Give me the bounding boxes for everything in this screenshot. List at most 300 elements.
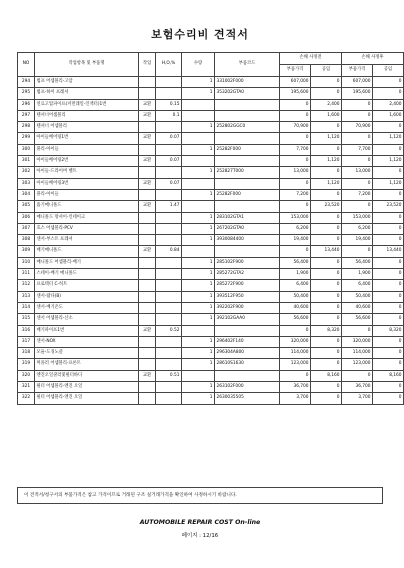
- work-type: [139, 77, 156, 88]
- qty: 1: [182, 212, 215, 223]
- row-no: 294: [18, 77, 35, 88]
- labor-after: 0: [373, 348, 404, 359]
- qty: 1: [182, 382, 215, 393]
- item-name: 범프-하이 프레셔: [35, 88, 139, 99]
- header-labor-before: 공임: [311, 65, 342, 77]
- part-price-before: 36,700: [280, 382, 311, 393]
- ho-value: 0.1: [156, 110, 182, 121]
- header-part-price-before: 부품가격: [280, 65, 311, 77]
- part-code: 263102F000: [215, 382, 280, 393]
- item-name: 호스 어셈블리-PCV: [35, 223, 139, 234]
- labor-after: 0: [373, 393, 404, 404]
- table-row: [18, 99, 404, 110]
- ho-value: 0.84: [156, 246, 182, 257]
- part-price-after: 0: [342, 156, 373, 167]
- row-no: 299: [18, 133, 35, 144]
- part-price-before: 0: [280, 133, 311, 144]
- work-type: [139, 393, 156, 404]
- page-number: 페이지 : 12/16: [181, 533, 219, 539]
- table-row: [18, 336, 404, 347]
- labor-after: 2,400: [373, 99, 404, 110]
- labor-before: 1,120: [311, 178, 342, 189]
- ho-value: [156, 336, 182, 347]
- row-no: 317: [18, 336, 35, 347]
- table-row: [18, 314, 404, 325]
- work-type: [139, 235, 156, 246]
- part-price-before: 50,400: [280, 291, 311, 302]
- row-no: 304: [18, 189, 35, 200]
- table-row: [18, 257, 404, 268]
- labor-before: 1,120: [311, 133, 342, 144]
- part-code: 353202GTA0: [215, 88, 280, 99]
- table-row: [18, 77, 404, 88]
- part-price-after: 40,600: [342, 302, 373, 313]
- part-price-after: 320,000: [342, 336, 373, 347]
- labor-after: 0: [373, 257, 404, 268]
- part-price-after: 0: [342, 110, 373, 121]
- labor-before: 0: [311, 359, 342, 370]
- row-no: 319: [18, 359, 35, 370]
- qty: [182, 110, 215, 121]
- labor-after: 8,320: [373, 325, 404, 336]
- qty: 1: [182, 88, 215, 99]
- item-name: 매니폴드 어셈블리-배기: [35, 257, 139, 268]
- labor-before: 1,120: [311, 156, 342, 167]
- labor-before: 0: [311, 235, 342, 246]
- part-price-before: 19,400: [280, 235, 311, 246]
- qty: 1: [182, 359, 215, 370]
- part-price-after: 1,900: [342, 269, 373, 280]
- row-no: 307: [18, 223, 35, 234]
- header-no: NO: [18, 53, 35, 77]
- item-name: 센서-NOX: [35, 336, 139, 347]
- ho-value: [156, 269, 182, 280]
- labor-before: 0: [311, 291, 342, 302]
- qty: [182, 370, 215, 381]
- row-no: 322: [18, 393, 35, 404]
- header-after-assessment: 손해 사정후: [342, 53, 404, 65]
- labor-before: 0: [311, 122, 342, 133]
- ho-value: 0.07: [156, 178, 182, 189]
- qty: 1: [182, 269, 215, 280]
- qty: 1: [182, 314, 215, 325]
- labor-before: 0: [311, 189, 342, 200]
- part-price-after: 607,000: [342, 77, 373, 88]
- qty: 1: [182, 235, 215, 246]
- item-name: 모듈-도징노즐: [35, 348, 139, 359]
- part-price-before: 123,000: [280, 359, 311, 370]
- ho-value: [156, 280, 182, 291]
- item-name: 아이들-드라이버 벨트: [35, 167, 139, 178]
- row-no: 306: [18, 212, 35, 223]
- table-row: [18, 201, 404, 212]
- qty: 1: [182, 348, 215, 359]
- qty: 1: [182, 393, 215, 404]
- header-ho: H,O,%: [156, 53, 182, 77]
- table-row: [18, 156, 404, 167]
- part-price-before: 0: [280, 178, 311, 189]
- labor-after: 0: [373, 223, 404, 234]
- work-type: [139, 167, 156, 178]
- item-name: 매니폴드 망셔이-인테이크: [35, 212, 139, 223]
- item-name: 연료고압파이프(커먼레일-인젝터)1번: [35, 99, 139, 110]
- part-price-after: 195,600: [342, 88, 373, 99]
- part-price-after: 0: [342, 178, 373, 189]
- labor-after: 0: [373, 144, 404, 155]
- ho-value: 0.52: [156, 325, 182, 336]
- table-row: [18, 144, 404, 155]
- table-row: [18, 302, 404, 313]
- item-name: 센서-배기온도: [35, 302, 139, 313]
- part-price-before: 607,000: [280, 77, 311, 88]
- labor-after: 23,520: [373, 201, 404, 212]
- labor-before: 0: [311, 382, 342, 393]
- footer-brand: AUTOMOBILE REPAIR COST On-line: [139, 519, 261, 526]
- part-code: 283102GTA1: [215, 212, 280, 223]
- labor-after: 0: [373, 280, 404, 291]
- item-name: 배기매니폴드: [35, 246, 139, 257]
- labor-after: 0: [373, 382, 404, 393]
- labor-after: 0: [373, 359, 404, 370]
- part-price-before: 1,900: [280, 269, 311, 280]
- part-price-before: 0: [280, 156, 311, 167]
- labor-after: 1,120: [373, 133, 404, 144]
- labor-after: 0: [373, 212, 404, 223]
- part-price-before: 320,000: [280, 336, 311, 347]
- labor-after: 0: [373, 167, 404, 178]
- qty: 1: [182, 223, 215, 234]
- table-row: [18, 212, 404, 223]
- part-price-after: 70,900: [342, 122, 373, 133]
- labor-before: 0: [311, 167, 342, 178]
- table-row: [18, 133, 404, 144]
- labor-before: 0: [311, 302, 342, 313]
- part-price-before: 0: [280, 325, 311, 336]
- ho-value: [156, 144, 182, 155]
- part-price-after: 6,200: [342, 223, 373, 234]
- ho-value: [156, 77, 182, 88]
- labor-after: 1,120: [373, 156, 404, 167]
- item-name: 텐셔너 어셈블리: [35, 122, 139, 133]
- part-price-before: 56,600: [280, 314, 311, 325]
- part-price-after: 7,200: [342, 189, 373, 200]
- labor-before: 0: [311, 280, 342, 291]
- row-no: 312: [18, 280, 35, 291]
- labor-after: 13,440: [373, 246, 404, 257]
- item-name: 프로텍터 C-히트: [35, 280, 139, 291]
- header-part-price-after: 부품가격: [342, 65, 373, 77]
- part-price-after: 56,400: [342, 257, 373, 268]
- qty: [182, 201, 215, 212]
- part-code: 296402F140: [215, 336, 280, 347]
- row-no: 321: [18, 382, 35, 393]
- header-item: 작업항목 및 부품명: [35, 53, 139, 77]
- part-code: [215, 201, 280, 212]
- item-name: 풀리-아이들: [35, 144, 139, 155]
- row-no: 309: [18, 246, 35, 257]
- part-price-before: 13,000: [280, 167, 311, 178]
- item-name: 배기파이프1번: [35, 325, 139, 336]
- part-price-after: 114,000: [342, 348, 373, 359]
- ho-value: [156, 189, 182, 200]
- item-name: 센서-람다(B): [35, 291, 139, 302]
- part-code: [215, 178, 280, 189]
- part-price-before: 7,700: [280, 144, 311, 155]
- part-price-before: 0: [280, 99, 311, 110]
- ho-value: [156, 393, 182, 404]
- part-code: 252802GGC0: [215, 122, 280, 133]
- work-type: [139, 291, 156, 302]
- table-row: [18, 348, 404, 359]
- qty: 1: [182, 257, 215, 268]
- work-type: 교환: [139, 246, 156, 257]
- row-no: 303: [18, 178, 35, 189]
- header-labor-after: 공임: [373, 65, 404, 77]
- labor-before: 0: [311, 314, 342, 325]
- item-name: 필터 어셈블리-엔진 오일: [35, 382, 139, 393]
- part-price-before: 6,400: [280, 280, 311, 291]
- part-price-after: 153,000: [342, 212, 373, 223]
- table-row: [18, 189, 404, 200]
- ho-value: 1.47: [156, 201, 182, 212]
- table-row: [18, 178, 404, 189]
- work-type: [139, 144, 156, 155]
- part-price-before: 7,200: [280, 189, 311, 200]
- labor-before: 13,440: [311, 246, 342, 257]
- table-row: [18, 167, 404, 178]
- work-type: [139, 88, 156, 99]
- ho-value: 0.07: [156, 133, 182, 144]
- part-code: 28610S1630: [215, 359, 280, 370]
- part-price-before: 0: [280, 110, 311, 121]
- table-row: [18, 269, 404, 280]
- part-price-after: 50,400: [342, 291, 373, 302]
- labor-before: 0: [311, 223, 342, 234]
- labor-before: 0: [311, 144, 342, 155]
- row-no: 320: [18, 370, 35, 381]
- labor-before: 8,160: [311, 370, 342, 381]
- labor-before: 0: [311, 269, 342, 280]
- part-price-after: 0: [342, 246, 373, 257]
- part-price-before: 3,700: [280, 393, 311, 404]
- labor-before: 0: [311, 348, 342, 359]
- part-code: [215, 370, 280, 381]
- header-code: 부품코드: [215, 53, 280, 77]
- part-price-after: 0: [342, 370, 373, 381]
- part-code: 331002F000: [215, 77, 280, 88]
- item-name: 아이들베어링2번: [35, 156, 139, 167]
- row-no: 302: [18, 167, 35, 178]
- row-no: 310: [18, 257, 35, 268]
- ho-value: [156, 359, 182, 370]
- work-type: 교환: [139, 201, 156, 212]
- qty: 1: [182, 77, 215, 88]
- ho-value: 0.07: [156, 156, 182, 167]
- row-no: 311: [18, 269, 35, 280]
- part-code: 392102GAA0: [215, 314, 280, 325]
- part-price-after: 36,700: [342, 382, 373, 393]
- ho-value: [156, 235, 182, 246]
- row-no: 315: [18, 314, 35, 325]
- qty: [182, 178, 215, 189]
- labor-after: 0: [373, 314, 404, 325]
- item-name: 필터 어셈블리-엔진 오일: [35, 393, 139, 404]
- part-code: [215, 156, 280, 167]
- row-no: 318: [18, 348, 35, 359]
- part-price-after: 0: [342, 99, 373, 110]
- table-row: [18, 393, 404, 404]
- work-type: 교환: [139, 370, 156, 381]
- labor-after: 0: [373, 269, 404, 280]
- labor-after: 1,600: [373, 110, 404, 121]
- work-type: [139, 348, 156, 359]
- part-price-before: 114,000: [280, 348, 311, 359]
- qty: 1: [182, 189, 215, 200]
- work-type: [139, 257, 156, 268]
- part-price-before: 40,600: [280, 302, 311, 313]
- labor-before: 0: [311, 77, 342, 88]
- part-price-after: 56,600: [342, 314, 373, 325]
- row-no: 305: [18, 201, 35, 212]
- work-type: [139, 212, 156, 223]
- labor-before: 1,600: [311, 110, 342, 121]
- item-name: 풀리-아이들: [35, 189, 139, 200]
- part-code: 3930084400: [215, 235, 280, 246]
- table-row: [18, 110, 404, 121]
- table-row: [18, 382, 404, 393]
- row-no: 296: [18, 99, 35, 110]
- ho-value: [156, 302, 182, 313]
- ho-value: 0.15: [156, 99, 182, 110]
- work-type: 교환: [139, 325, 156, 336]
- part-code: 296304A800: [215, 348, 280, 359]
- part-code: [215, 325, 280, 336]
- part-price-before: 0: [280, 370, 311, 381]
- qty: 1: [182, 280, 215, 291]
- work-type: 교환: [139, 133, 156, 144]
- labor-after: 0: [373, 189, 404, 200]
- part-price-after: 7,700: [342, 144, 373, 155]
- work-type: 교환: [139, 178, 156, 189]
- work-type: [139, 122, 156, 133]
- ho-value: [156, 223, 182, 234]
- part-code: [215, 246, 280, 257]
- labor-after: 0: [373, 77, 404, 88]
- part-price-after: 123,000: [342, 359, 373, 370]
- qty: 1: [182, 336, 215, 347]
- part-code: 2630035505: [215, 393, 280, 404]
- labor-after: 0: [373, 302, 404, 313]
- qty: [182, 325, 215, 336]
- part-code: 285272GTA2: [215, 269, 280, 280]
- row-no: 298: [18, 122, 35, 133]
- labor-before: 0: [311, 88, 342, 99]
- labor-after: 8,160: [373, 370, 404, 381]
- labor-after: 0: [373, 235, 404, 246]
- header-qty: 수량: [182, 53, 215, 77]
- part-code: 393512F950: [215, 291, 280, 302]
- row-no: 314: [18, 302, 35, 313]
- labor-after: 0: [373, 88, 404, 99]
- item-name: 센서 어셈블리-산소: [35, 314, 139, 325]
- part-code: [215, 110, 280, 121]
- document-title: 보험수리비 견적서: [151, 28, 249, 41]
- row-no: 300: [18, 144, 35, 155]
- qty: 1: [182, 302, 215, 313]
- row-no: 308: [18, 235, 35, 246]
- row-no: 301: [18, 156, 35, 167]
- table-row: [18, 88, 404, 99]
- part-price-after: 3,700: [342, 393, 373, 404]
- part-code: 285272F900: [215, 280, 280, 291]
- part-code: 25282F000: [215, 144, 280, 155]
- qty: [182, 246, 215, 257]
- work-type: 교환: [139, 110, 156, 121]
- part-price-before: 6,200: [280, 223, 311, 234]
- qty: 1: [182, 167, 215, 178]
- labor-after: 1,120: [373, 178, 404, 189]
- ho-value: 0.51: [156, 370, 182, 381]
- item-name: 흡기매니폴드: [35, 201, 139, 212]
- ho-value: [156, 167, 182, 178]
- work-type: 교환: [139, 99, 156, 110]
- header-work: 작업: [139, 53, 156, 77]
- ho-value: [156, 291, 182, 302]
- item-name: 머플러 어셈블리-프론트: [35, 359, 139, 370]
- qty: 1: [182, 291, 215, 302]
- qty: 1: [182, 144, 215, 155]
- table-row: [18, 325, 404, 336]
- qty: [182, 99, 215, 110]
- part-code: 25282F000: [215, 189, 280, 200]
- item-name: 스테이-배기 매니폴드: [35, 269, 139, 280]
- part-code: [215, 99, 280, 110]
- ho-value: [156, 314, 182, 325]
- work-type: [139, 189, 156, 200]
- part-price-after: 0: [342, 201, 373, 212]
- table-row: [18, 359, 404, 370]
- part-code: 285102F900: [215, 257, 280, 268]
- table-row: [18, 122, 404, 133]
- table-row: [18, 223, 404, 234]
- work-type: [139, 302, 156, 313]
- part-price-before: 195,600: [280, 88, 311, 99]
- ho-value: [156, 348, 182, 359]
- work-type: [139, 382, 156, 393]
- ho-value: [156, 88, 182, 99]
- work-type: [139, 336, 156, 347]
- item-name: 엔진오일쿨러및필터바디: [35, 370, 139, 381]
- labor-before: 0: [311, 336, 342, 347]
- work-type: [139, 223, 156, 234]
- qty: [182, 133, 215, 144]
- table-row: [18, 235, 404, 246]
- ho-value: [156, 122, 182, 133]
- item-name: 아이들베어링1번: [35, 133, 139, 144]
- work-type: [139, 280, 156, 291]
- labor-before: 23,520: [311, 201, 342, 212]
- labor-before: 8,320: [311, 325, 342, 336]
- table-row: [18, 291, 404, 302]
- labor-before: 2,400: [311, 99, 342, 110]
- labor-after: 0: [373, 291, 404, 302]
- estimate-table: [17, 52, 404, 405]
- part-code: 392202F900: [215, 302, 280, 313]
- work-type: [139, 314, 156, 325]
- part-price-after: 19,400: [342, 235, 373, 246]
- labor-before: 0: [311, 212, 342, 223]
- row-no: 316: [18, 325, 35, 336]
